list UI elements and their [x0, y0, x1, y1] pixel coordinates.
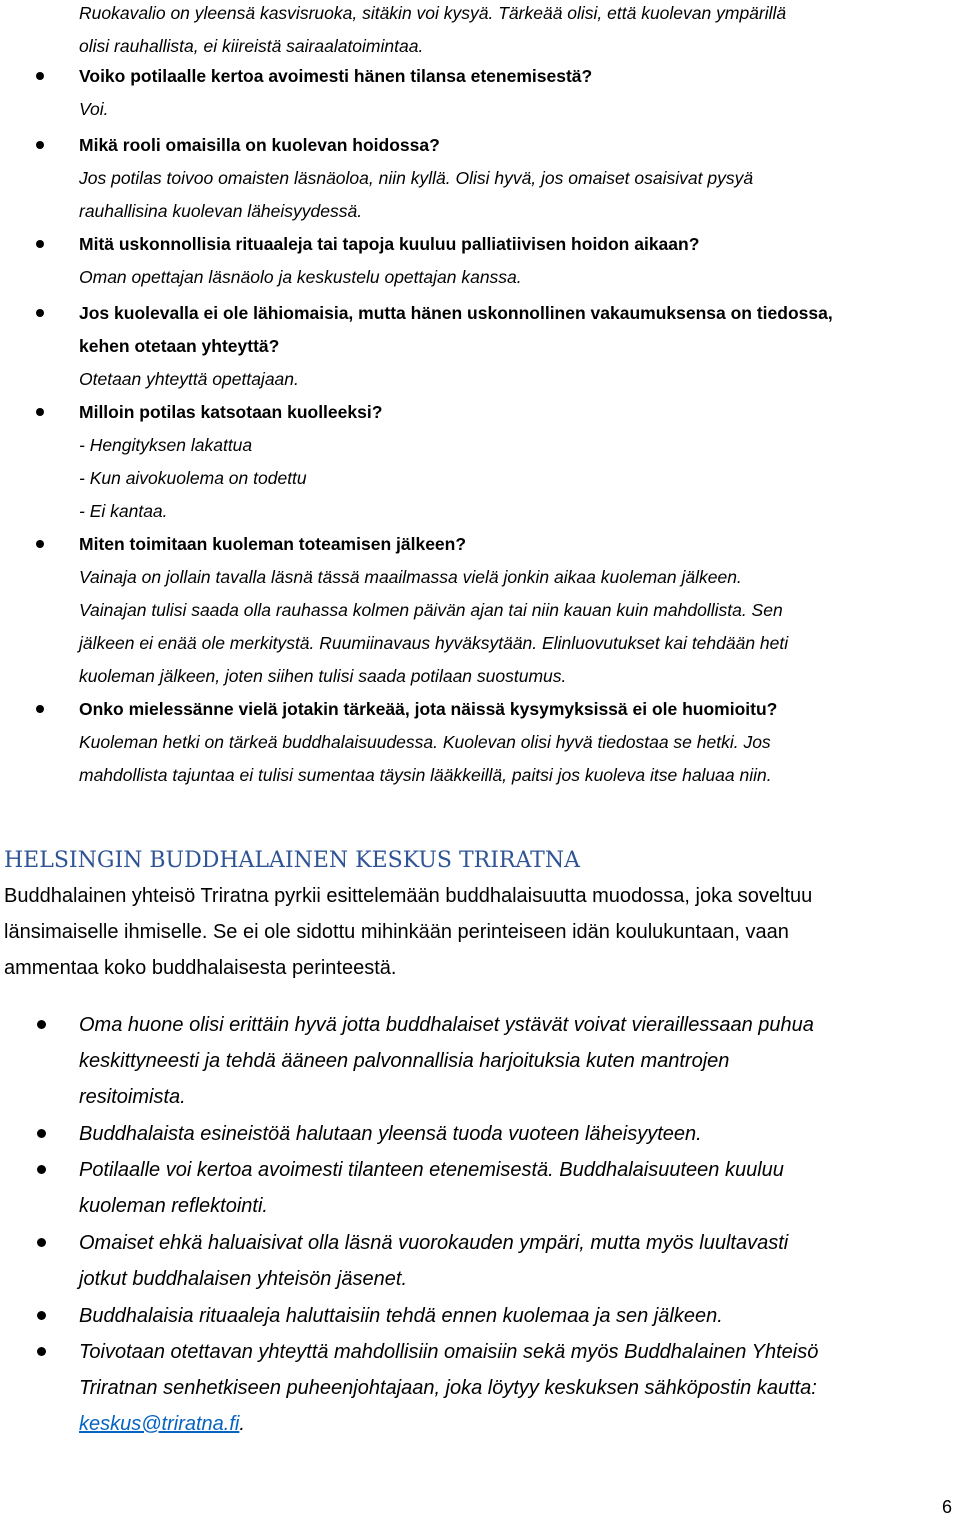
intro-line: länsimaiselle ihmiselle. Se ei ole sidottu mihinkään perinteiseen idän koulukuntaan, vaan: [4, 921, 789, 943]
answer-line: olisi rauhallista, ei kiireistä sairaalatoimintaa.: [79, 36, 424, 56]
email-suffix: .: [239, 1413, 245, 1435]
answer-line: Ruokavalio on yleensä kasvisruoka, sitäkin voi kysyä. Tärkeää olisi, että kuolevan ympärillä: [79, 3, 787, 23]
answer-line: Oman opettajan läsnäolo ja keskustelu opettajan kanssa.: [79, 267, 522, 287]
bullet-icon: [37, 1020, 46, 1029]
bullet-icon: [37, 1129, 46, 1138]
bullet-icon: [36, 72, 44, 80]
list-item-line: Buddhalaisia rituaaleja haluttaisiin tehdä ennen kuolemaa ja sen jälkeen.: [79, 1305, 723, 1327]
list-item-line: Omaiset ehkä haluaisivat olla läsnä vuorokauden ympäri, mutta myös luultavasti: [79, 1232, 789, 1254]
section-heading: HELSINGIN BUDDHALAINEN KESKUS TRIRATNA: [4, 848, 580, 873]
answer-line: - Hengityksen lakattua: [79, 435, 253, 455]
answer-line: jälkeen ei enää ole merkitystä. Ruumiinavaus hyväksytään. Elinluovutukset kai tehdään heti: [79, 633, 789, 653]
bullet-icon: [37, 1311, 46, 1320]
list-item-line: Oma huone olisi erittäin hyvä jotta buddhalaiset ystävät voivat vieraillessaan puhua: [79, 1014, 814, 1036]
question-line: Jos kuolevalla ei ole lähiomaisia, mutta hänen uskonnollinen vakaumuksensa on tiedossa,: [79, 303, 833, 323]
list-item-line: Buddhalaista esineistöä halutaan yleensä tuoda vuoteen läheisyyteen.: [79, 1123, 702, 1145]
bullet-icon: [36, 309, 44, 317]
answer-line: kuoleman jälkeen, joten siihen tulisi saada potilaan suostumus.: [79, 666, 567, 686]
bullet-icon: [37, 1347, 46, 1356]
question-line: Mitä uskonnollisia rituaaleja tai tapoja kuuluu palliatiivisen hoidon aikaan?: [79, 234, 700, 254]
answer-line: - Ei kantaa.: [79, 501, 168, 521]
answer-line: rauhallisina kuolevan läheisyydessä.: [79, 201, 363, 221]
intro-line: Buddhalainen yhteisö Triratna pyrkii esittelemään buddhalaisuutta muodossa, joka soveltuu: [4, 885, 813, 907]
answer-line: - Kun aivokuolema on todettu: [79, 468, 307, 488]
question-line: Miten toimitaan kuoleman toteamisen jälkeen?: [79, 534, 467, 554]
bullet-icon: [36, 408, 44, 416]
question-line: Milloin potilas katsotaan kuolleeksi?: [79, 402, 383, 422]
list-item-line: [79, 1406, 245, 1442]
list-item-line: Toivotaan otettavan yhteyttä mahdollisiin omaisiin sekä myös Buddhalainen Yhteisö: [79, 1341, 819, 1363]
list-item-line: Triratnan senhetkiseen puheenjohtajaan, joka löytyy keskuksen sähköpostin kautta:: [79, 1377, 817, 1399]
intro-line: ammentaa koko buddhalaisesta perinteestä.: [4, 957, 397, 979]
list-item-line: Potilaalle voi kertoa avoimesti tilanteen etenemisestä. Buddhalaisuuteen kuuluu: [79, 1159, 784, 1181]
answer-line: Kuoleman hetki on tärkeä buddhalaisuudessa. Kuolevan olisi hyvä tiedostaa se hetki. Jos: [79, 732, 771, 752]
bullet-icon: [37, 1165, 46, 1174]
question-line: Voiko potilaalle kertoa avoimesti hänen tilansa etenemisestä?: [79, 66, 593, 86]
list-item-line: kuoleman reflektointi.: [79, 1195, 268, 1217]
list-item-line: resitoimista.: [79, 1086, 186, 1108]
bullet-icon: [37, 1238, 46, 1247]
list-item-line: keskittyneesti ja tehdä ääneen palvonnallisia harjoituksia kuten mantrojen: [79, 1050, 730, 1072]
answer-line: Otetaan yhteyttä opettajaan.: [79, 369, 299, 389]
bullet-icon: [36, 240, 44, 248]
answer-line: Vainajan tulisi saada olla rauhassa kolmen päivän ajan tai niin kauan kuin mahdollista. Sen: [79, 600, 783, 620]
email-link[interactable]: keskus@triratna.fi: [79, 1413, 240, 1435]
question-line: kehen otetaan yhteyttä?: [79, 336, 280, 356]
bullet-icon: [36, 540, 44, 548]
page-number: 6: [941, 1497, 952, 1517]
question-line: Onko mielessänne vielä jotakin tärkeää, jota näissä kysymyksissä ei ole huomioitu?: [79, 699, 778, 719]
answer-line: mahdollista tajuntaa ei tulisi sumentaa täysin lääkkeillä, paitsi jos kuoleva itse haluaa niin.: [79, 765, 772, 785]
bullet-icon: [36, 141, 44, 149]
list-item-line: jotkut buddhalaisen yhteisön jäsenet.: [79, 1268, 408, 1290]
answer-line: Jos potilas toivoo omaisten läsnäoloa, niin kyllä. Olisi hyvä, jos omaiset osaisivat pysyä: [79, 168, 754, 188]
bullet-icon: [36, 705, 44, 713]
answer-line: Voi.: [79, 99, 109, 119]
question-line: Mikä rooli omaisilla on kuolevan hoidossa?: [79, 135, 440, 155]
answer-line: Vainaja on jollain tavalla läsnä tässä maailmassa vielä jonkin aikaa kuoleman jälkeen.: [79, 567, 742, 587]
